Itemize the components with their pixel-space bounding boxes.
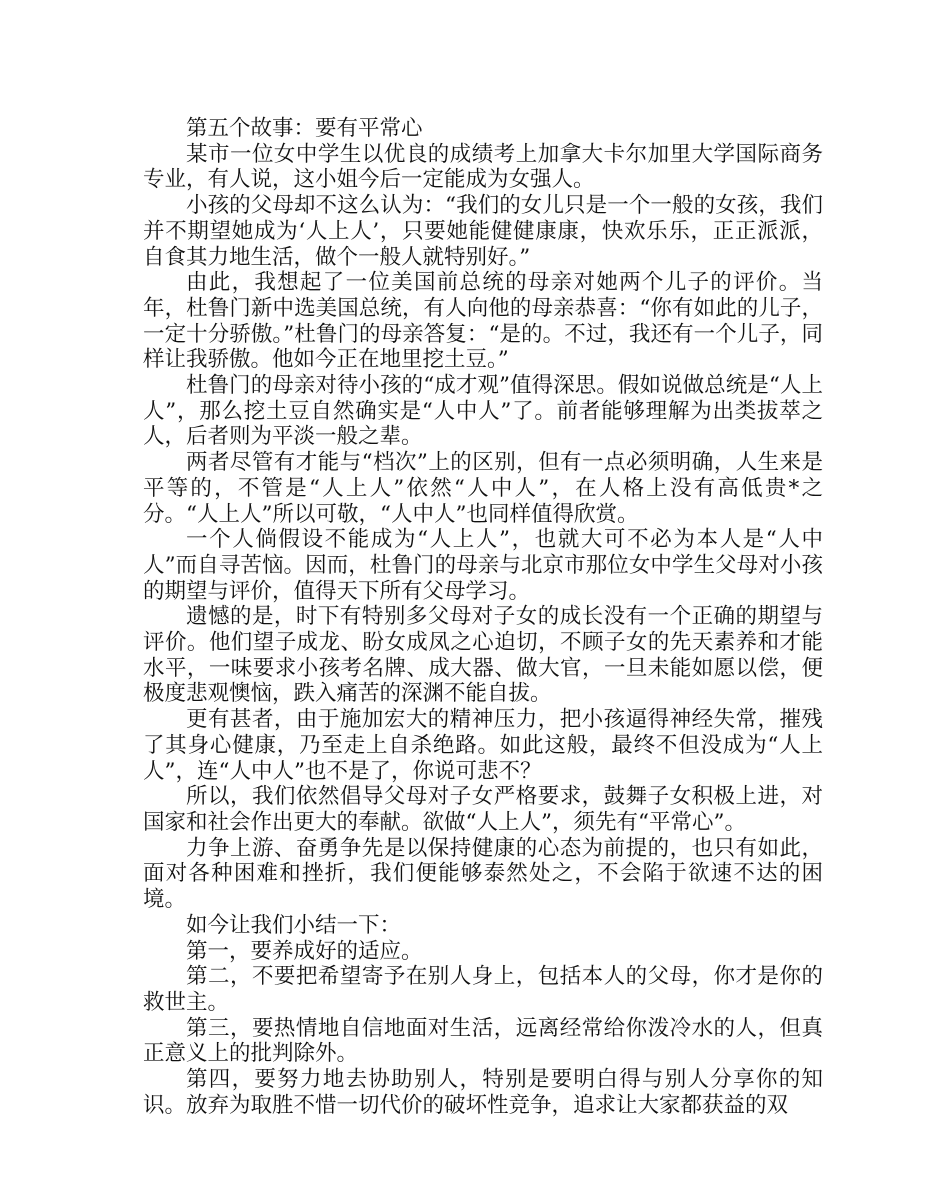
paragraph: 杜鲁门的母亲对待小孩的“成才观”值得深思。假如说做总统是“人上人”，那么挖土豆自然确实是“人中人”了。前者能够理解为出类拔萃之人，后者则为平淡一般之辈。 [143, 373, 823, 450]
paragraph: 力争上游、奋勇争先是以保持健康的心态为前提的，也只有如此，面对各种困难和挫折，我们便能够泰然处之，不会陷于欲速不达的困境。 [143, 835, 823, 913]
summary-item-2: 第二，不要把希望寄予在别人身上，包括本人的父母，你才是你的救世主。 [143, 964, 823, 1015]
document-body [143, 116, 823, 1118]
summary-item-4: 第四，要努力地去协助别人，特别是要明白得与别人分享你的知识。放弃为取胜不惜一切代价的破坏性竞争，追求让大家都获益的双 [143, 1067, 823, 1118]
paragraph: 遗憾的是，时下有特别多父母对子女的成长没有一个正确的期望与评价。他们望子成龙、盼女成凤之心迫切，不顾子女的先天素养和才能水平，一味要求小孩考名牌、成大器、做大官，一旦未能如愿以偿，便极度悲观懊恼，跌入痛苦的深渊不能自拔。 [143, 604, 823, 707]
paragraph: 某市一位女中学生以优良的成绩考上加拿大卡尔加里大学国际商务专业，有人说，这小姐今后一定能成为女强人。 [143, 141, 823, 193]
paragraph: 由此，我想起了一位美国前总统的母亲对她两个儿子的评价。当年，杜鲁门新中选美国总统，有人向他的母亲恭喜：“你有如此的儿子，一定十分骄傲。”杜鲁门的母亲答复：“是的。不过，我还有一个儿子，同样让我骄傲。他如今正在地里挖土豆。” [143, 270, 823, 373]
summary-intro: 如今让我们小结一下： [186, 912, 402, 938]
paragraph: 所以，我们依然倡导父母对子女严格要求，鼓舞子女积极上进，对国家和社会作出更大的奉献。欲做“人上人”，须先有“平常心”。 [143, 784, 823, 835]
story-title: 第五个故事：要有平常心 [186, 116, 423, 141]
paragraph: 一个人倘假设不能成为“人上人”，也就大可不必为本人是“人中人”而自寻苦恼。因而，杜鲁门的母亲与北京市那位女中学生父母对小孩的期望与评价，值得天下所有父母学习。 [143, 527, 823, 604]
summary-item-1: 第一，要养成好的适应。 [186, 938, 423, 964]
paragraph: 小孩的父母却不这么认为：“我们的女儿只是一个一般的女孩，我们并不期望她成为‘人上人’，只要她能健健康康，快欢乐乐，正正派派，自食其力地生活，做个一般人就特别好。” [143, 193, 823, 270]
paragraph: 两者尽管有才能与“档次”上的区别，但有一点必须明确，人生来是平等的，不管是“人上人”依然“人中人”，在人格上没有高低贵*之分。“人上人”所以可敬，“人中人”也同样值得欣赏。 [143, 450, 823, 527]
summary-item-3: 第三，要热情地自信地面对生活，远离经常给你泼冷水的人，但真正意义上的批判除外。 [143, 1015, 823, 1067]
paragraph: 更有甚者，由于施加宏大的精神压力，把小孩逼得神经失常，摧残了其身心健康，乃至走上自杀绝路。如此这般，最终不但没成为“人上人”，连“人中人”也不是了，你说可悲不？ [143, 707, 823, 784]
